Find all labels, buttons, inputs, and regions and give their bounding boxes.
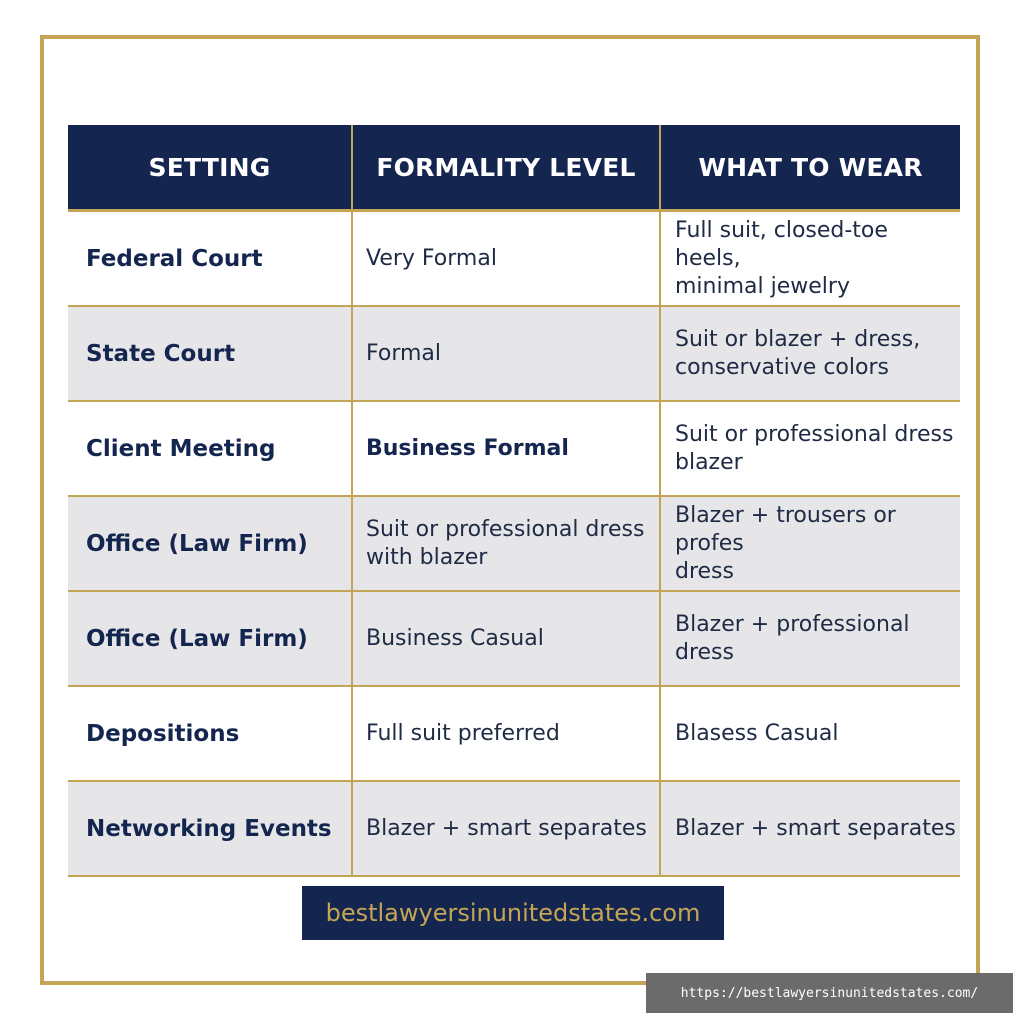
formality-cell: Blazer + smart separates [353, 782, 661, 875]
table-row [68, 782, 960, 877]
wear-cell: Suit or professional dress blazer [675, 421, 954, 475]
table-row [68, 307, 960, 402]
attire-table [68, 125, 960, 877]
formality-cell: Suit or professional dress with blazer [353, 497, 661, 590]
formality-cell: Very Formal [353, 212, 661, 305]
setting-cell: Depositions [68, 687, 353, 780]
table-row [68, 687, 960, 782]
table-row [68, 497, 960, 592]
wear-cell: Blazer + smart separates [675, 815, 956, 841]
setting-cell: Federal Court [68, 212, 353, 305]
wear-cell: Full suit, closed-toe heels, minimal jewelry [675, 217, 888, 299]
table-row [68, 592, 960, 687]
wear-cell: Blazer + professional dress [675, 611, 910, 665]
wear-cell: Suit or blazer + dress, conservative colors [675, 326, 921, 380]
table-header [68, 125, 960, 212]
setting-cell: Office (Law Firm) [68, 592, 353, 685]
formality-cell: Full suit preferred [353, 687, 661, 780]
table-row [68, 402, 960, 497]
formality-cell: Business Formal [353, 402, 661, 495]
setting-cell: Office (Law Firm) [68, 497, 353, 590]
header-setting: SETTING [68, 125, 353, 209]
header-formality-level: FORMALITY LEVEL [353, 125, 661, 209]
table-row [68, 212, 960, 307]
header-what-to-wear: WHAT TO WEAR [698, 152, 923, 182]
setting-cell: Client Meeting [68, 402, 353, 495]
wear-cell: Blasess Casual [675, 720, 839, 746]
setting-cell: Networking Events [68, 782, 353, 875]
url-watermark[interactable]: https://bestlawyersinunitedstates.com/ [646, 973, 1013, 1013]
formality-cell: Formal [353, 307, 661, 400]
wear-cell: Blazer + trousers or profes dress [675, 502, 896, 584]
setting-cell: State Court [68, 307, 353, 400]
site-name-badge: bestlawyersinunitedstates.com [302, 886, 724, 940]
formality-cell: Business Casual [353, 592, 661, 685]
